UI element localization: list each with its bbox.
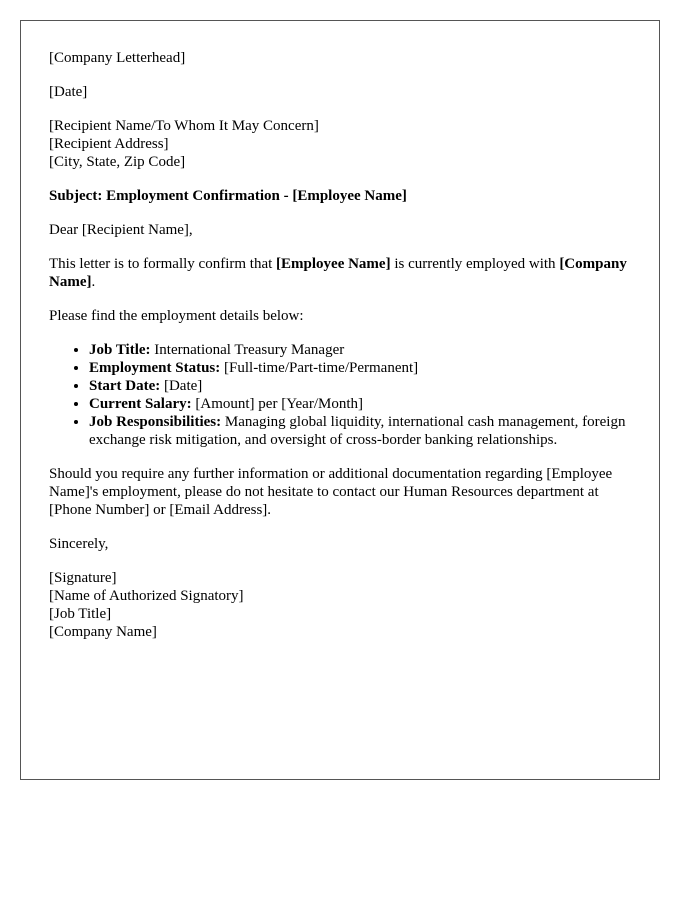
detail-value: International Treasury Manager	[150, 342, 345, 358]
intro-text-2: is currently employed with	[390, 256, 560, 272]
list-item	[89, 341, 631, 359]
detail-label: Job Responsibilities:	[89, 414, 222, 430]
intro-paragraph	[49, 255, 631, 291]
recipient-address: [Recipient Address]	[49, 136, 169, 152]
intro-company-name: [Company Name]	[49, 256, 627, 290]
detail-label: Employment Status:	[89, 360, 221, 376]
closing-paragraph: Should you require any further information or additional documentation regarding [Employee Name]'s employment, please do not hesitate to contact our Human Resources department at [Phone Number] or [Email Address].	[49, 466, 613, 518]
detail-value: Managing global liquidity, international cash management, foreign exchange risk mitigation, and oversight of cross-border banking relationships.	[89, 414, 626, 448]
subject-line: Subject: Employment Confirmation - [Employee Name]	[49, 188, 407, 204]
details-intro: Please find the employment details below:	[49, 308, 304, 324]
detail-label: Job Title:	[89, 342, 151, 358]
details-list	[49, 341, 631, 449]
letterhead: [Company Letterhead]	[49, 50, 186, 66]
recipient-name: [Recipient Name/To Whom It May Concern]	[49, 118, 319, 134]
recipient-block	[49, 117, 631, 171]
signoff: Sincerely,	[49, 536, 109, 552]
list-item	[89, 413, 631, 449]
salutation: Dear [Recipient Name],	[49, 222, 193, 238]
detail-value: [Full-time/Part-time/Permanent]	[220, 360, 419, 376]
detail-label: Current Salary:	[89, 396, 192, 412]
signatory-name: [Name of Authorized Signatory]	[49, 588, 244, 604]
list-item	[89, 377, 631, 395]
intro-text-3: .	[91, 274, 96, 290]
intro-employee-name: [Employee Name]	[276, 256, 391, 272]
intro-text-1: This letter is to formally confirm that	[49, 256, 277, 272]
letter-date: [Date]	[49, 84, 88, 100]
signatory-company: [Company Name]	[49, 624, 157, 640]
signature-block	[49, 569, 631, 641]
letter-page	[20, 20, 660, 780]
detail-value: [Date]	[160, 378, 203, 394]
list-item	[89, 359, 631, 377]
detail-value: [Amount] per [Year/Month]	[191, 396, 364, 412]
recipient-city: [City, State, Zip Code]	[49, 154, 186, 170]
detail-label: Start Date:	[89, 378, 161, 394]
list-item	[89, 395, 631, 413]
signatory-title: [Job Title]	[49, 606, 112, 622]
signature-placeholder: [Signature]	[49, 570, 117, 586]
